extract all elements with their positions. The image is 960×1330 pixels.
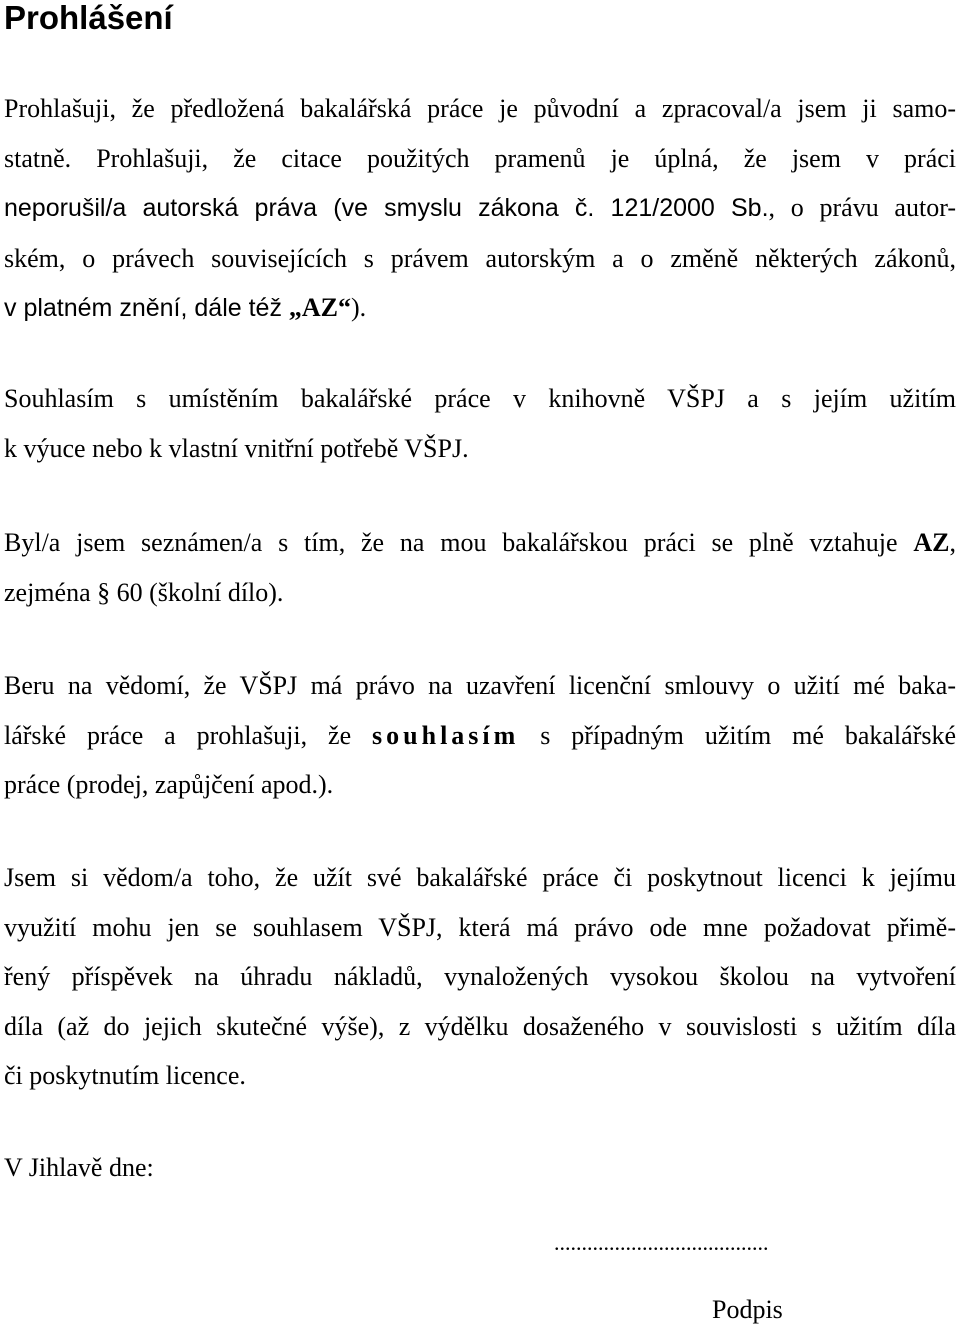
text-segment: neporušil/a autorská práva (ve smyslu zákona č. 121/2000 Sb.: [4, 194, 769, 222]
text-line: [4, 283, 956, 334]
text-line: [4, 711, 956, 761]
text-segment-az: AZ: [913, 528, 950, 557]
text-line: Prohlašuji, že předložená bakalářská práce je původní a zpracoval/a jsem ji samo-: [4, 94, 956, 123]
text-line: Jsem si vědom/a toho, že užít své bakalářské práce či poskytnout licenci k jejímu: [4, 863, 956, 892]
place-date: V Jihlavě dne:: [4, 1153, 154, 1182]
text-line: zejména § 60 (školní dílo).: [4, 577, 284, 607]
text-segment: Byl/a jsem seznámen/a s tím, že na mou bakalářskou práci se plně vztahuje: [4, 528, 914, 557]
text-line: či poskytnutím licence.: [4, 1061, 246, 1090]
signature-line: .......................................: [554, 1230, 769, 1255]
text-segment-az: „AZ“: [288, 293, 352, 322]
text-line: [4, 183, 956, 234]
text-segment: s případným užitím mé bakalářské: [519, 720, 957, 750]
text-segment: ).: [351, 293, 367, 322]
paragraph-licence-agreement: [4, 661, 956, 810]
paragraph-consent-library: [4, 374, 956, 473]
text-segment: lářské práce a prohlašuji, že: [4, 720, 373, 750]
text-line: Souhlasím s umístěním bakalářské práce v knihovně VŠPJ a s jejím užitím: [4, 384, 956, 413]
text-line: řený příspěvek na úhradu nákladů, vynaložených vysokou školou na vytvoření: [4, 962, 956, 991]
text-line: k výuce nebo k vlastní vnitřní potřebě VŠPJ.: [4, 433, 469, 463]
signature-label: Podpis: [712, 1295, 783, 1324]
text-segment: , o právu autor-: [768, 193, 956, 222]
text-line: statně. Prohlašuji, že citace použitých pramenů je úplná, že jsem v práci: [4, 143, 956, 173]
text-line: [4, 518, 956, 568]
text-line: díla (až do jejich skutečné výše), z výdělku dosaženého v souvislosti s užitím díla: [4, 1011, 956, 1041]
text-segment-souhlasim: souhlasím: [372, 720, 520, 750]
paragraph-az-notice: [4, 518, 956, 617]
page-title: Prohlášení: [4, 0, 173, 36]
text-segment: v platném znění, dále též: [4, 294, 289, 322]
paragraph-usage-conditions: [4, 853, 956, 1101]
text-line: práce (prodej, zapůjčení apod.).: [4, 770, 334, 799]
text-line: ském, o právech souvisejících s právem autorským a o změně některých zákonů,: [4, 243, 956, 273]
text-line: Beru na vědomí, že VŠPJ má právo na uzavření licenční smlouvy o užití mé baka-: [4, 671, 956, 700]
text-line: využití mohu jen se souhlasem VŠPJ, která má právo ode mne požadovat přimě-: [4, 912, 956, 942]
paragraph-declaration: [4, 84, 956, 334]
text-segment: ,: [949, 528, 956, 557]
